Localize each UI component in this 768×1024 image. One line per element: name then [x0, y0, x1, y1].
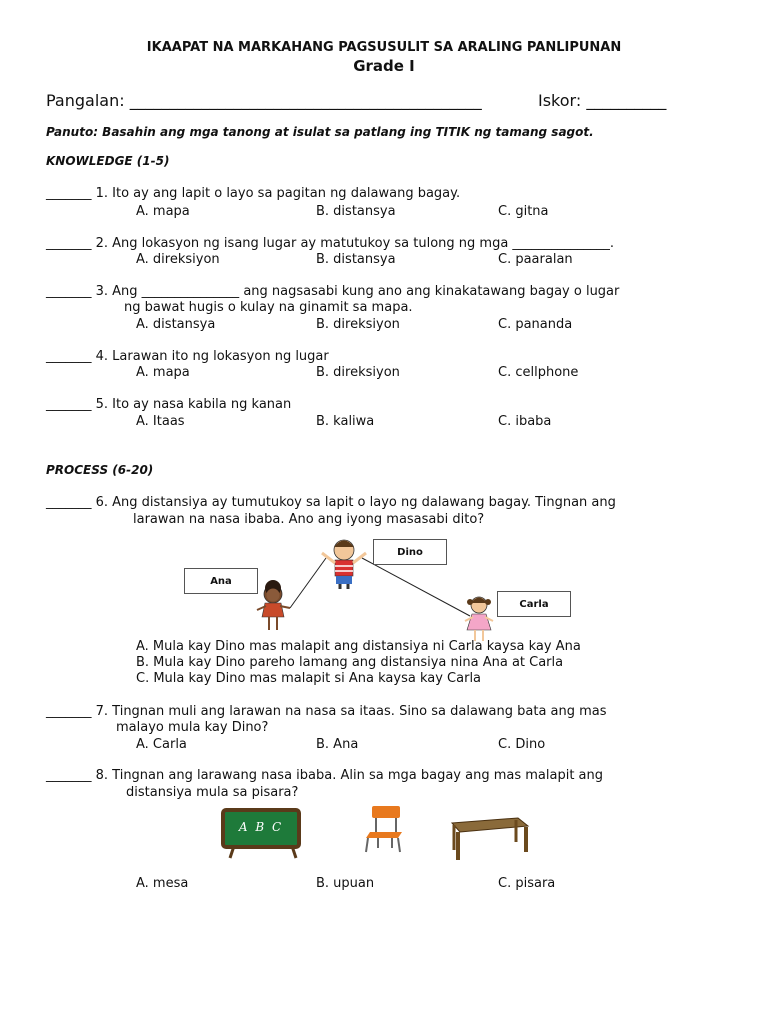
q7-choice-a[interactable]: A. Carla	[136, 737, 187, 752]
chair-image	[366, 806, 402, 852]
section-process: PROCESS (6-20)	[46, 463, 154, 477]
blackboard-image	[223, 810, 299, 858]
question-7: _______ 7. Tingnan muli ang larawan na nasa sa itaas. Sino sa dalawang bata ang mas	[46, 704, 607, 719]
question-2: _______ 2. Ang lokasyon ng isang lugar ay matutukoy sa tulong ng mga _______________.	[46, 236, 615, 251]
question-1: _______ 1. Ito ay ang lapit o layo sa pagitan ng dalawang bagay.	[46, 186, 461, 201]
label-dino: Dino	[373, 539, 447, 565]
q8-choice-c[interactable]: C. pisara	[498, 876, 556, 891]
label-carla: Carla	[497, 591, 571, 617]
question-5: _______ 5. Ito ay nasa kabila ng kanan	[46, 397, 292, 412]
question-3-cont: ng bawat hugis o kulay na ginamit sa mapa.	[124, 300, 413, 315]
table-image	[452, 818, 528, 860]
q3-choice-a[interactable]: A. distansya	[136, 317, 216, 332]
q6-choice-a[interactable]: A. Mula kay Dino mas malapit ang distansiya ni Carla kaysa kay Ana	[136, 639, 581, 654]
question-8: _______ 8. Tingnan ang larawang nasa ibaba. Alin sa mga bagay ang mas malapit ang	[46, 768, 604, 783]
q4-choice-a[interactable]: A. mapa	[136, 365, 190, 380]
question-7-cont: malayo mula kay Dino?	[116, 720, 269, 735]
grade-level: Grade I	[353, 57, 415, 75]
score-field[interactable]: Iskor: __________	[538, 91, 667, 110]
q6-choice-b[interactable]: B. Mula kay Dino pareho lamang ang distansiya nina Ana at Carla	[136, 655, 564, 670]
q8-choice-b[interactable]: B. upuan	[316, 876, 375, 891]
q4-choice-c[interactable]: C. cellphone	[498, 365, 579, 380]
question-6: _______ 6. Ang distansiya ay tumutukoy sa lapit o layo ng dalawang bagay. Tingnan ang	[46, 495, 616, 510]
q2-choice-c[interactable]: C. paaralan	[498, 252, 573, 267]
q7-choice-c[interactable]: C. Dino	[498, 737, 546, 752]
blackboard-text: A B C	[238, 820, 284, 834]
question-4: _______ 4. Larawan ito ng lokasyon ng lugar	[46, 349, 329, 364]
q1-choice-b[interactable]: B. distansya	[316, 204, 396, 219]
question-8-cont: distansiya mula sa pisara?	[126, 785, 299, 800]
q1-choice-c[interactable]: C. gitna	[498, 204, 549, 219]
q7-choice-b[interactable]: B. Ana	[316, 737, 359, 752]
instructions: Panuto: Basahin ang mga tanong at isulat sa patlang ing TITIK ng tamang sagot.	[46, 125, 594, 139]
q2-choice-b[interactable]: B. distansya	[316, 252, 396, 267]
question-6-cont: larawan na nasa ibaba. Ano ang iyong masasabi dito?	[133, 512, 485, 527]
q2-choice-a[interactable]: A. direksiyon	[136, 252, 220, 267]
q1-choice-a[interactable]: A. mapa	[136, 204, 190, 219]
q5-choice-c[interactable]: C. ibaba	[498, 414, 552, 429]
q6-choice-c[interactable]: C. Mula kay Dino mas malapit si Ana kaysa kay Carla	[136, 671, 482, 686]
section-knowledge: KNOWLEDGE (1-5)	[46, 154, 170, 168]
name-field[interactable]: Pangalan: ____________________________________________	[46, 91, 482, 110]
q8-choice-a[interactable]: A. mesa	[136, 876, 189, 891]
label-ana: Ana	[184, 568, 258, 594]
q4-choice-b[interactable]: B. direksiyon	[316, 365, 400, 380]
exam-title: IKAAPAT NA MARKAHANG PAGSUSULIT SA ARALING PANLIPUNAN	[146, 40, 622, 55]
question-3: _______ 3. Ang _______________ ang nagsasabi kung ano ang kinakatawang bagay o lugar	[46, 284, 620, 299]
q5-choice-b[interactable]: B. kaliwa	[316, 414, 375, 429]
q3-choice-c[interactable]: C. pananda	[498, 317, 573, 332]
q5-choice-a[interactable]: A. Itaas	[136, 414, 185, 429]
q3-choice-b[interactable]: B. direksiyon	[316, 317, 400, 332]
